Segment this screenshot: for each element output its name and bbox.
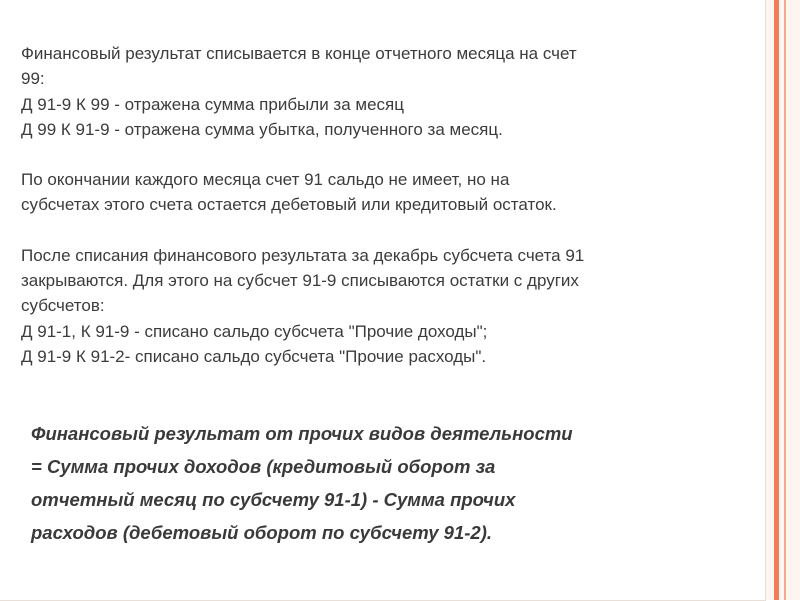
text-line: Д 91-9 К 99 - отражена сумма прибыли за месяц bbox=[21, 94, 404, 114]
text-line: 99: bbox=[21, 69, 45, 89]
formula-line: = Сумма прочих доходов (кредитовый оборот за bbox=[31, 456, 496, 477]
text-line: Д 91-9 К 91-2- списано сальдо субсчета "Прочие расходы". bbox=[21, 346, 487, 366]
text-line: субсчетах этого счета остается дебетовый или кредитовый остаток. bbox=[21, 195, 557, 215]
body-text bbox=[21, 41, 766, 369]
formula-block bbox=[31, 417, 761, 549]
text-line: Финансовый результат списывается в конце отчетного месяца на счет bbox=[21, 44, 577, 63]
decorative-stripe-thin bbox=[784, 0, 786, 600]
text-line: Д 99 К 91-9 - отражена сумма убытка, полученного за месяц. bbox=[21, 119, 503, 139]
decorative-right-band bbox=[765, 0, 800, 600]
formula-line: отчетный месяц по субсчету 91-1) - Сумма прочих bbox=[31, 489, 516, 510]
formula-line: Финансовый результат от прочих видов деятельности bbox=[31, 423, 573, 444]
text-line: По окончании каждого месяца счет 91 сальдо не имеет, но на bbox=[21, 170, 510, 190]
decorative-stripe bbox=[774, 0, 779, 600]
paragraph-gap bbox=[21, 218, 766, 243]
paragraph-gap bbox=[21, 142, 766, 167]
text-line: закрываются. Для этого на субсчет 91-9 списываются остатки с других bbox=[21, 271, 579, 291]
text-line: После списания финансового результата за декабрь субсчета счета 91 bbox=[21, 245, 585, 265]
formula-line: расходов (дебетовый оборот по субсчету 91-2). bbox=[31, 522, 492, 543]
text-line: Д 91-1, К 91-9 - списано сальдо субсчета "Прочие доходы"; bbox=[21, 321, 488, 341]
text-line: субсчетов: bbox=[21, 296, 105, 316]
